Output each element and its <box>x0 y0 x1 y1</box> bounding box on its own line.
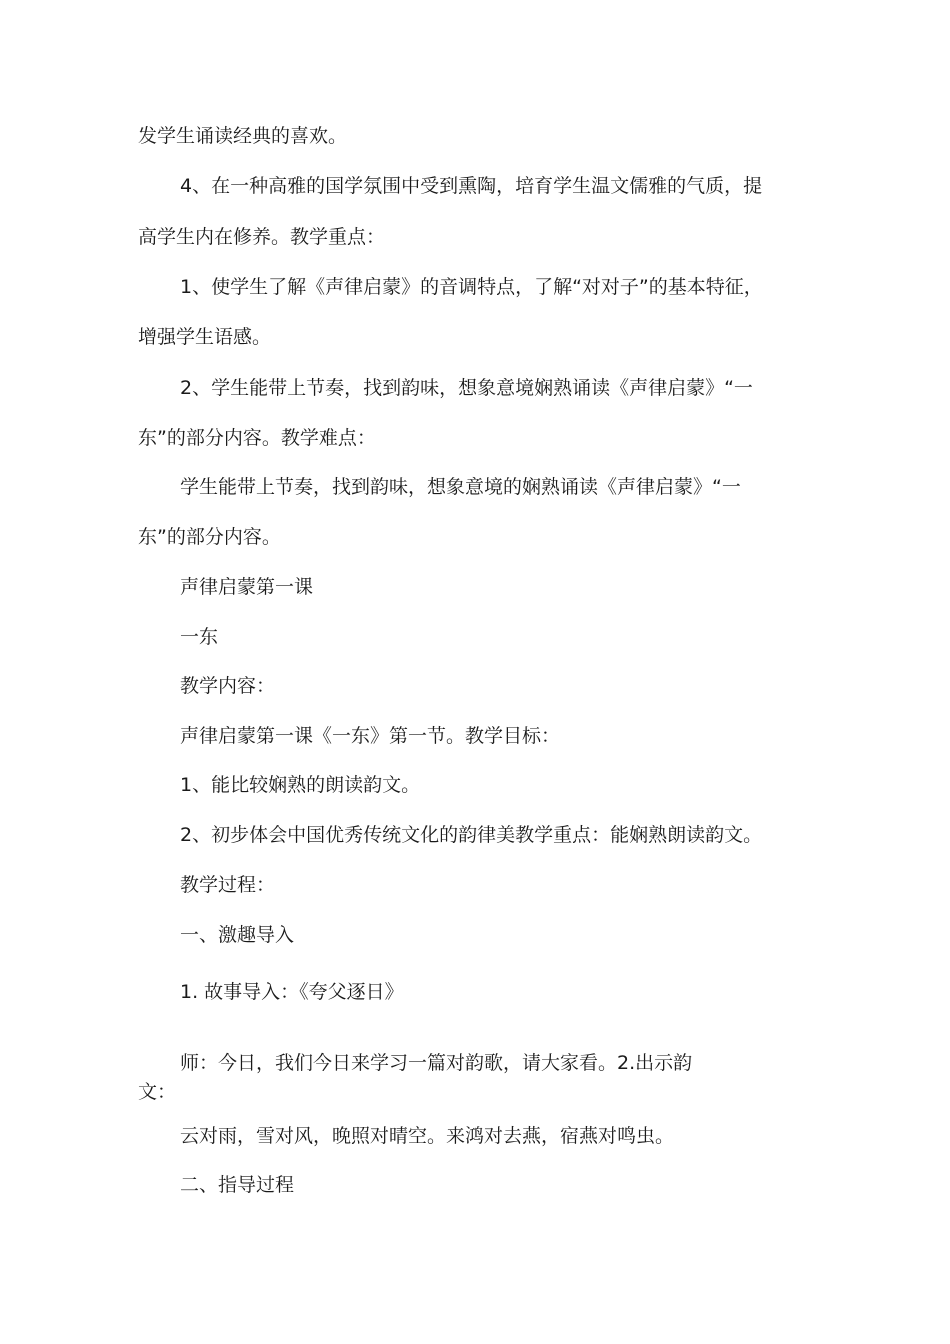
text-line: 增强学生语感。 <box>138 326 272 348</box>
text-line: 4、在一种高雅的国学氛围中受到熏陶，培育学生温文儒雅的气质，提 <box>180 175 763 197</box>
text-line: 云对雨，雪对风，晚照对晴空。来鸿对去燕，宿燕对鸣虫。 <box>180 1125 675 1147</box>
section-heading: 声律启蒙第一课 <box>180 576 314 598</box>
list-item: 1. 故事导入：《夸父逐日》 <box>180 981 404 1003</box>
text-line: 学生能带上节奏，找到韵味，想象意境的娴熟诵读《声律启蒙》“一 <box>180 476 741 498</box>
text-line: 师：今日，我们今日来学习一篇对韵歌，请大家看。2.出示韵 <box>180 1052 693 1074</box>
text-line: 文： <box>138 1081 177 1103</box>
text-line: 1、使学生了解《声律启蒙》的音调特点，了解“对对子”的基本特征， <box>180 276 763 298</box>
text-line: 声律启蒙第一课《一东》第一节。教学目标： <box>180 725 561 747</box>
section-heading: 二、指导过程 <box>180 1174 295 1196</box>
text-line: 高学生内在修养。教学重点： <box>138 226 386 248</box>
text-line: 2、初步体会中国优秀传统文化的韵律美教学重点：能娴熟朗读韵文。 <box>180 824 763 846</box>
text-line: 教学内容： <box>180 675 276 697</box>
text-line: 2、学生能带上节奏，找到韵味，想象意境娴熟诵读《声律启蒙》“一 <box>180 377 753 399</box>
text-line: 东”的部分内容。教学难点： <box>138 427 376 449</box>
section-subheading: 一东 <box>180 626 219 648</box>
section-heading: 一、激趣导入 <box>180 924 295 946</box>
text-line: 1、能比较娴熟的朗读韵文。 <box>180 774 421 796</box>
text-line: 发学生诵读经典的喜欢。 <box>138 125 348 147</box>
text-line: 教学过程： <box>180 874 276 896</box>
text-line: 东”的部分内容。 <box>138 526 281 548</box>
